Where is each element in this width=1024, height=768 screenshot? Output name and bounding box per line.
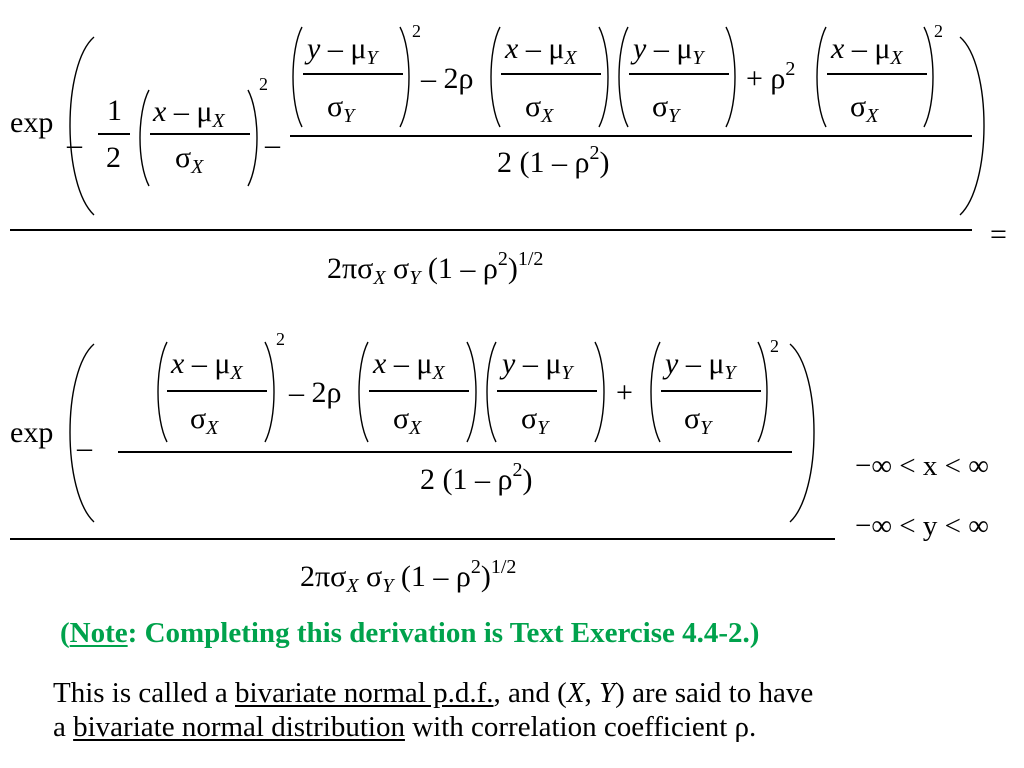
minus-sign: – — [77, 431, 92, 464]
exponent-fraction-bar — [118, 451, 792, 453]
half-numerator: 1 — [107, 94, 122, 127]
fraction-bar — [150, 133, 250, 135]
exp-label: exp — [10, 106, 54, 139]
big-right-paren — [958, 35, 994, 217]
paren-left — [288, 25, 304, 129]
paren-right — [597, 25, 613, 129]
numerator-y-muY: y – $\mu_Y$ — [307, 32, 378, 69]
fraction-bar — [501, 73, 601, 75]
numerator-x-muX: x – $\mu_X$ — [505, 32, 577, 69]
term-bivariate-normal-distribution: bivariate normal distribution — [73, 711, 405, 743]
denominator-sigmaX: $\sigma_X$ — [175, 141, 204, 178]
half-denominator: 2 — [106, 141, 121, 174]
numerator-x-muX: x – $\mu_X$ — [171, 347, 243, 384]
fraction-bar — [167, 390, 267, 392]
paren-right — [593, 340, 609, 444]
equals-sign: = — [990, 218, 1007, 251]
paren-right — [263, 340, 279, 444]
main-denominator: $2\pi\sigma_X$ $\sigma_Y$ $(1 - \rho^2)^{1/2}$ — [327, 248, 544, 289]
main-fraction-bar — [10, 229, 972, 231]
paren-right — [246, 88, 262, 188]
denominator-sigmaY: $\sigma_Y$ — [652, 90, 680, 127]
plus-sign: + — [616, 376, 633, 409]
square-exponent: 2 — [276, 329, 285, 349]
denominator-sigmaX: $\sigma_X$ — [190, 402, 219, 439]
main-fraction-bar — [10, 538, 835, 540]
fraction-bar — [827, 73, 927, 75]
minus-2rho: – 2ρ — [421, 62, 474, 95]
denominator-sigmaX: $\sigma_X$ — [850, 90, 879, 127]
paren-left — [153, 340, 169, 444]
half-fraction-bar — [98, 133, 130, 135]
paren-left — [812, 25, 828, 129]
note-label: Note — [69, 617, 128, 649]
term-bivariate-normal-pdf: bivariate normal p.d.f. — [235, 677, 494, 709]
fraction-bar — [303, 73, 403, 75]
square-exponent: 2 — [770, 336, 779, 356]
numerator-y-muY: y – $\mu_Y$ — [633, 32, 704, 69]
exp-label: exp — [10, 416, 54, 449]
square-exponent: 2 — [259, 74, 268, 94]
exponent-fraction-bar — [290, 135, 972, 137]
paren-right — [465, 340, 481, 444]
minus-2rho: – 2ρ — [289, 376, 342, 409]
domain-y: −∞ < y < ∞ — [855, 510, 989, 542]
exponent-denominator: 2 $(1 - \rho^2)$ — [420, 459, 533, 496]
paren-left — [614, 25, 630, 129]
paren-left — [354, 340, 370, 444]
fraction-bar — [661, 390, 761, 392]
minus-sign: – — [265, 128, 280, 161]
main-denominator: $2\pi\sigma_X$ $\sigma_Y$ $(1 - \rho^2)^{1/2}$ — [300, 556, 517, 597]
fraction-bar — [629, 73, 729, 75]
denominator-sigmaY: $\sigma_Y$ — [521, 402, 549, 439]
fraction-bar — [369, 390, 469, 392]
square-exponent: 2 — [412, 21, 421, 41]
fraction-bar — [497, 390, 597, 392]
numerator-x-muX: x – $\mu_X$ — [831, 32, 903, 69]
description-paragraph — [53, 673, 813, 747]
paren-left — [482, 340, 498, 444]
denominator-sigmaY: $\sigma_Y$ — [327, 90, 355, 127]
plus-rho-squared: + $\rho^2$ — [746, 58, 796, 95]
paragraph-line-2: a bivariate normal distribution with correlation coefficient ρ. — [53, 711, 757, 743]
paren-left — [486, 25, 502, 129]
denominator-sigmaX: $\sigma_X$ — [525, 90, 554, 127]
note-line: (Note: Completing this derivation is Text Exercise 4.4-2.) — [60, 617, 760, 649]
denominator-sigmaY: $\sigma_Y$ — [684, 402, 712, 439]
square-exponent: 2 — [934, 21, 943, 41]
numerator-y-muY: y – $\mu_Y$ — [665, 347, 736, 384]
paren-right — [724, 25, 740, 129]
big-right-paren — [788, 342, 824, 524]
minus-sign: – — [67, 128, 82, 161]
paren-left — [135, 88, 151, 188]
big-left-paren — [60, 35, 96, 217]
exponent-denominator: 2 $(1 - \rho^2)$ — [497, 142, 610, 179]
numerator-x-muX: x – $\mu_X$ — [153, 95, 225, 132]
numerator-y-muY: y – $\mu_Y$ — [502, 347, 573, 384]
denominator-sigmaX: $\sigma_X$ — [393, 402, 422, 439]
paragraph-line-1: This is called a bivariate normal p.d.f., and (X, Y) are said to have — [53, 677, 814, 709]
paren-left — [646, 340, 662, 444]
numerator-x-muX: x – $\mu_X$ — [373, 347, 445, 384]
domain-x: −∞ < x < ∞ — [855, 450, 989, 482]
